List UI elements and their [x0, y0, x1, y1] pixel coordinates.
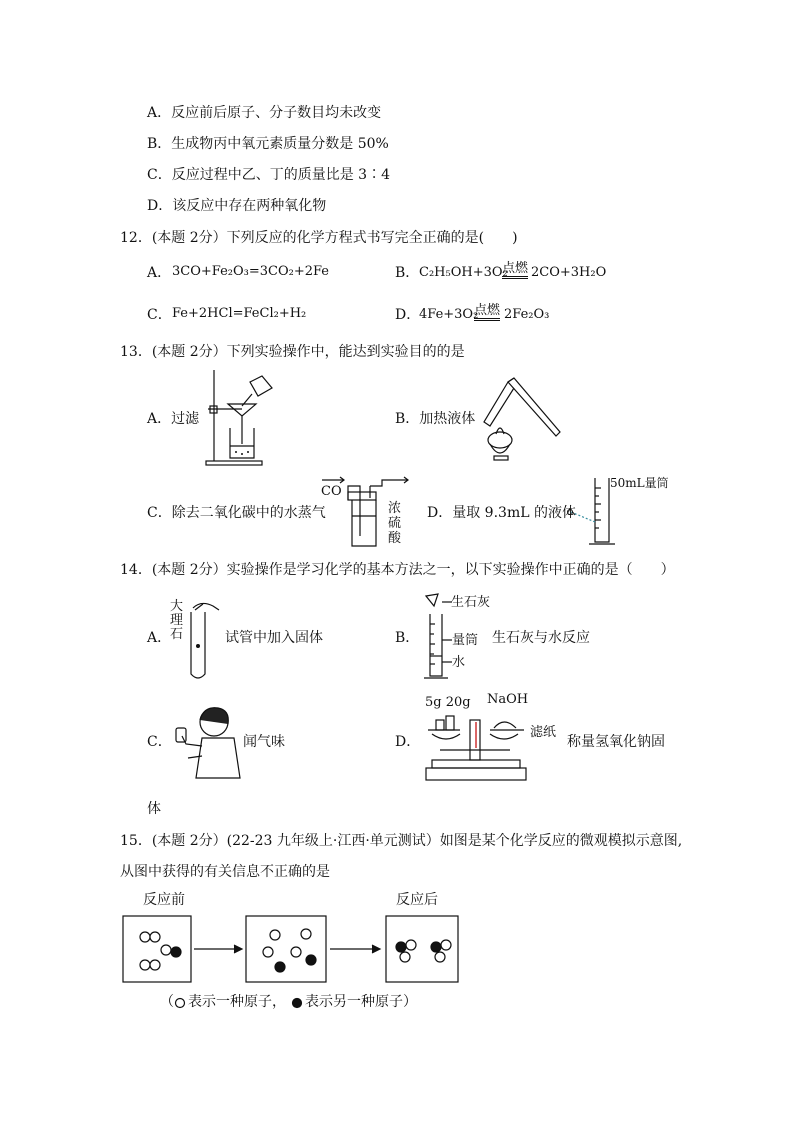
q11-option-c: C．反应过程中乙、丁的质量比是 3∶4 [147, 167, 390, 183]
q13-stem: 13．(本题 2分）下列实验操作中，能达到实验目的的是 [120, 344, 465, 360]
legend-white-atom-icon [174, 997, 186, 1009]
q15-stem-line-1: 15．(本题 2分）(22-23 九年级上·江西·单元测试）如图是某个化学反应的微观模拟示意图, [120, 833, 683, 849]
white-atom-icon [140, 960, 150, 970]
q12-option-a-equation: 3CO+Fe₂O₃=3CO₂+2Fe [172, 264, 329, 279]
q15-stem-line-2: 从图中获得的有关信息不正确的是 [120, 864, 330, 880]
q12-option-d-left: 4Fe+3O₂ [419, 307, 479, 322]
white-atom-icon [400, 952, 410, 962]
q13-option-b: B．加热液体 [395, 411, 476, 427]
q13-option-d: D．量取 9.3mL 的液体 [427, 505, 576, 521]
marble-label-2: 理 [170, 613, 184, 628]
white-atom-icon [441, 940, 451, 950]
q14-option-a-label: A． [147, 630, 172, 646]
q14-option-b-label: B． [395, 630, 420, 646]
black-atom-icon [275, 962, 285, 972]
water-label: 水 [452, 655, 466, 670]
q14-option-c-text: 闻气味 [243, 734, 285, 750]
q12-option-b-left: C₂H₅OH+3O₂ [419, 265, 508, 280]
q14-option-d-text-continued: 体 [147, 801, 161, 817]
co-gas-label: CO [321, 484, 342, 499]
q12-option-d-condition: 点燃 [474, 304, 500, 321]
q11-option-a: A．反应前后原子、分子数目均未改变 [147, 105, 382, 121]
q12-option-c-equation: Fe+2HCl=FeCl₂+H₂ [172, 306, 307, 321]
q12-option-b-condition: 点燃 [502, 262, 528, 279]
q14-option-d-label: D． [395, 734, 421, 750]
q13-option-c: C．除去二氧化碳中的水蒸气 [147, 505, 326, 521]
white-atom-icon [435, 952, 445, 962]
white-atom-icon [263, 947, 273, 957]
q11-option-b: B．生成物丙中氧元素质量分数是 50% [147, 136, 389, 152]
black-atom-icon [171, 947, 181, 957]
middle-box [246, 916, 326, 982]
q12-option-d-label: D． [395, 307, 421, 323]
white-atom-icon [301, 929, 311, 939]
smelling-boy-icon [172, 702, 242, 780]
acid-label-2: 硫 [388, 516, 402, 531]
naoh-label: NaOH [487, 692, 529, 707]
q12-option-b-label: B． [395, 265, 420, 281]
filtration-apparatus-icon [198, 366, 278, 468]
q12-option-a-label: A． [147, 265, 172, 281]
quicklime-label: 生石灰 [451, 595, 491, 610]
q13-option-a: A．过滤 [147, 411, 200, 427]
legend-open-paren: （ [160, 994, 174, 1010]
test-tube-icon [183, 598, 223, 684]
weights-label: 5g 20g [425, 695, 471, 710]
white-atom-icon [140, 932, 150, 942]
marble-label-3: 石 [170, 627, 184, 642]
white-atom-icon [270, 930, 280, 940]
filter-paper-label: 滤纸 [530, 725, 557, 740]
heating-liquid-apparatus-icon [478, 374, 568, 464]
graduated-cylinder-icon [565, 476, 615, 548]
cylinder-label: 量筒 [452, 633, 479, 648]
q12-stem: 12．(本题 2分）下列反应的化学方程式书写完全正确的是( ) [120, 230, 518, 246]
q12-option-b-right: 2CO+3H₂O [531, 265, 607, 280]
black-atom-icon [396, 942, 406, 952]
q14-option-b-text: 生石灰与水反应 [492, 630, 590, 646]
white-atom-icon [161, 945, 171, 955]
legend-white-text: 表示一种原子， [188, 994, 286, 1010]
legend-black-text: 表示另一种原子） [305, 994, 417, 1010]
legend-black-atom-icon [291, 997, 303, 1009]
q14-stem: 14．(本题 2分）实验操作是学习化学的基本方法之一，以下实验操作中正确的是（ ） [120, 562, 675, 578]
before-box [123, 916, 191, 982]
q14-option-d-text: 称量氢氧化钠固 [567, 734, 665, 750]
reaction-micro-diagram [120, 912, 465, 986]
acid-label-1: 浓 [388, 501, 402, 516]
q14-option-c-label: C． [147, 734, 172, 750]
acid-label-3: 酸 [388, 531, 402, 546]
after-reaction-label: 反应后 [396, 892, 438, 908]
white-atom-icon [291, 947, 301, 957]
q12-option-d-right: 2Fe₂O₃ [504, 307, 550, 322]
white-atom-icon [150, 932, 160, 942]
white-atom-icon [406, 940, 416, 950]
q14-option-a-text: 试管中加入固体 [225, 630, 323, 646]
balance-scale-icon [420, 710, 530, 788]
black-atom-icon [306, 955, 316, 965]
black-atom-icon [431, 942, 441, 952]
q11-option-d: D．该反应中存在两种氧化物 [147, 198, 327, 214]
before-reaction-label: 反应前 [143, 892, 185, 908]
white-atom-icon [150, 960, 160, 970]
marble-label-1: 大 [170, 599, 184, 614]
cylinder-50ml-label: 50mL量筒 [610, 476, 669, 490]
q12-option-c-label: C． [147, 307, 172, 323]
